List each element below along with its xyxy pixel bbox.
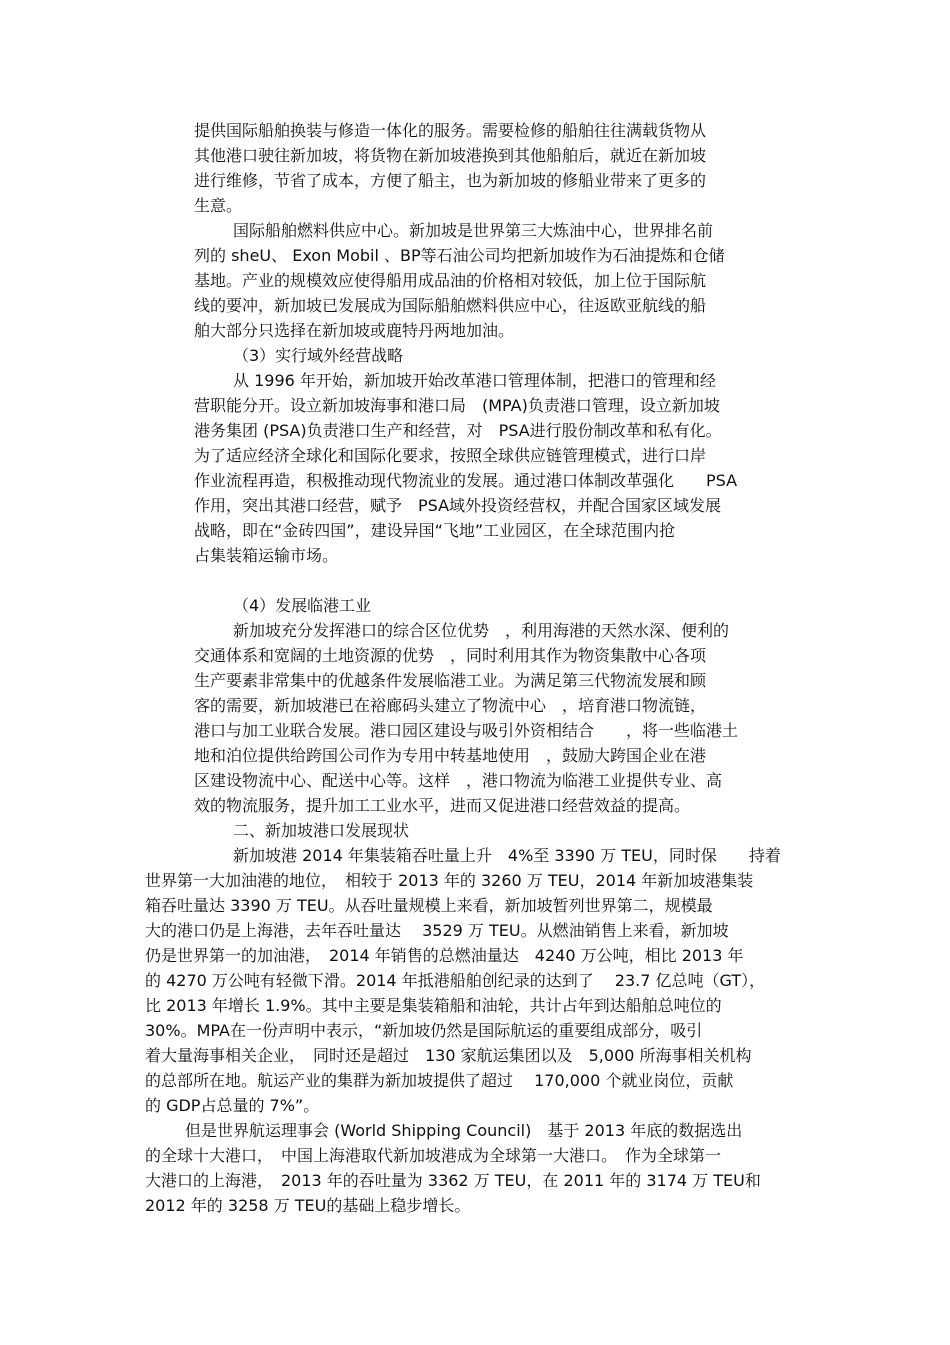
- text-line: 的 4270 万公吨有轻微下滑。2014 年抵港船舶创纪录的达到了 23.7 亿总吨（GT），: [145, 971, 766, 990]
- text-line: 营职能分开。设立新加坡海事和港口局 (MPA)负责港口管理，设立新加坡: [194, 396, 720, 415]
- text-line: 仍是世界第一的加油港， 2014 年销售的总燃油量达 4240 万公吨，相比 2013 年: [145, 946, 744, 965]
- text-line: 从 1996 年开始，新加坡开始改革港口管理体制，把港口的管理和经: [233, 371, 716, 390]
- text-line: 的总部所在地。航运产业的集群为新加坡提供了超过 170,000 个就业岗位，贡献: [145, 1071, 734, 1090]
- section-heading: （3）实行域外经营战略: [233, 346, 404, 365]
- text-line: 战略，即在“金砖四国”，建设异国“飞地”工业园区，在全球范围内抢: [194, 521, 676, 540]
- text-line: 列的 sheU、 Exon Mobil 、BP等石油公司均把新加坡作为石油提炼和仓储: [194, 246, 725, 265]
- text-line: 新加坡充分发挥港口的综合区位优势 ，利用海港的天然水深、便利的: [233, 621, 730, 640]
- text-line: 30%。MPA在一份声明中表示，“新加坡仍然是国际航运的重要组成部分，吸引: [145, 1021, 703, 1040]
- text-line: 比 2013 年增长 1.9%。其中主要是集装箱船和油轮，共计占年到达船舶总吨位的: [145, 996, 722, 1015]
- text-line: 客的需要，新加坡港已在裕廊码头建立了物流中心 ，培育港口物流链，: [194, 696, 707, 715]
- text-line: 但是世界航运理事会 (World Shipping Council) 基于 2013 年底的数据选出: [185, 1121, 743, 1140]
- text-line: 生产要素非常集中的优越条件发展临港工业。为满足第三代物流发展和顾: [194, 671, 707, 690]
- text-line: 港口与加工业联合发展。港口园区建设与吸引外资相结合 ，将一些临港土: [194, 721, 739, 740]
- text-line: 地和泊位提供给跨国公司作为专用中转基地使用 ，鼓励大跨国企业在港: [194, 746, 707, 765]
- text-line: 为了适应经济全球化和国际化要求，按照全球供应链管理模式，进行口岸: [194, 446, 707, 465]
- text-line: 线的要冲，新加坡已发展成为国际船舶燃料供应中心，往返欧亚航线的船: [194, 296, 707, 315]
- text-line: 港务集团 (PSA)负责港口生产和经营，对 PSA进行股份制改革和私有化。: [194, 421, 722, 440]
- text-line: 的 GDP占总量的 7%”。: [145, 1096, 320, 1115]
- text-line: 提供国际船舶换装与修造一体化的服务。需要检修的船舶往往满载货物从: [194, 121, 707, 140]
- text-line: 大港口的上海港， 2013 年的吞吐量为 3362 万 TEU，在 2011 年的 3174 万 TEU和: [145, 1171, 761, 1190]
- section-heading: 二、新加坡港口发展现状: [233, 821, 410, 840]
- text-line: 区建设物流中心、配送中心等。这样 ，港口物流为临港工业提供专业、高: [194, 771, 723, 790]
- section-heading: （4）发展临港工业: [233, 596, 372, 615]
- text-line: 基地。产业的规模效应使得船用成品油的价格相对较低，加上位于国际航: [194, 271, 707, 290]
- text-line: 着大量海事相关企业， 同时还是超过 130 家航运集团以及 5,000 所海事相关机构: [145, 1046, 752, 1065]
- text-line: 箱吞吐量达 3390 万 TEU。从吞吐量规模上来看，新加坡暂列世界第二，规模最: [145, 896, 713, 915]
- text-line: 进行维修，节省了成本，方便了船主，也为新加坡的修船业带来了更多的: [194, 171, 707, 190]
- text-line: 2012 年的 3258 万 TEU的基础上稳步增长。: [145, 1196, 471, 1215]
- text-line: 效的物流服务，提升加工工业水平，进而又促进港口经营效益的提高。: [194, 796, 691, 815]
- text-line: 新加坡港 2014 年集装箱吞吐量上升 4%至 3390 万 TEU，同时保 持着: [233, 846, 781, 865]
- text-line: 大的港口仍是上海港，去年吞吐量达 3529 万 TEU。从燃油销售上来看，新加坡: [145, 921, 729, 940]
- text-line: 其他港口驶往新加坡，将货物在新加坡港换到其他船舶后，就近在新加坡: [194, 146, 707, 165]
- text-line: 生意。: [194, 196, 243, 215]
- text-line: 占集装箱运输市场。: [194, 546, 339, 565]
- text-line: 世界第一大加油港的地位， 相较于 2013 年的 3260 万 TEU，2014 年新加坡港集装: [145, 871, 754, 890]
- text-line: 作业流程再造，积极推动现代物流业的发展。通过港口体制改革强化 PSA: [194, 471, 738, 490]
- text-line: 的全球十大港口， 中国上海港取代新加坡港成为全球第一大港口。 作为全球第一: [145, 1146, 722, 1165]
- text-line: 交通体系和宽阔的土地资源的优势 ，同时利用其作为物资集散中心各项: [194, 646, 707, 665]
- text-line: 作用，突出其港口经营，赋予 PSA域外投资经营权，并配合国家区域发展: [194, 496, 722, 515]
- text-line: 舶大部分只选择在新加坡或鹿特丹两地加油。: [194, 321, 515, 340]
- text-line: 国际船舶燃料供应中心。新加坡是世界第三大炼油中心，世界排名前: [233, 221, 714, 240]
